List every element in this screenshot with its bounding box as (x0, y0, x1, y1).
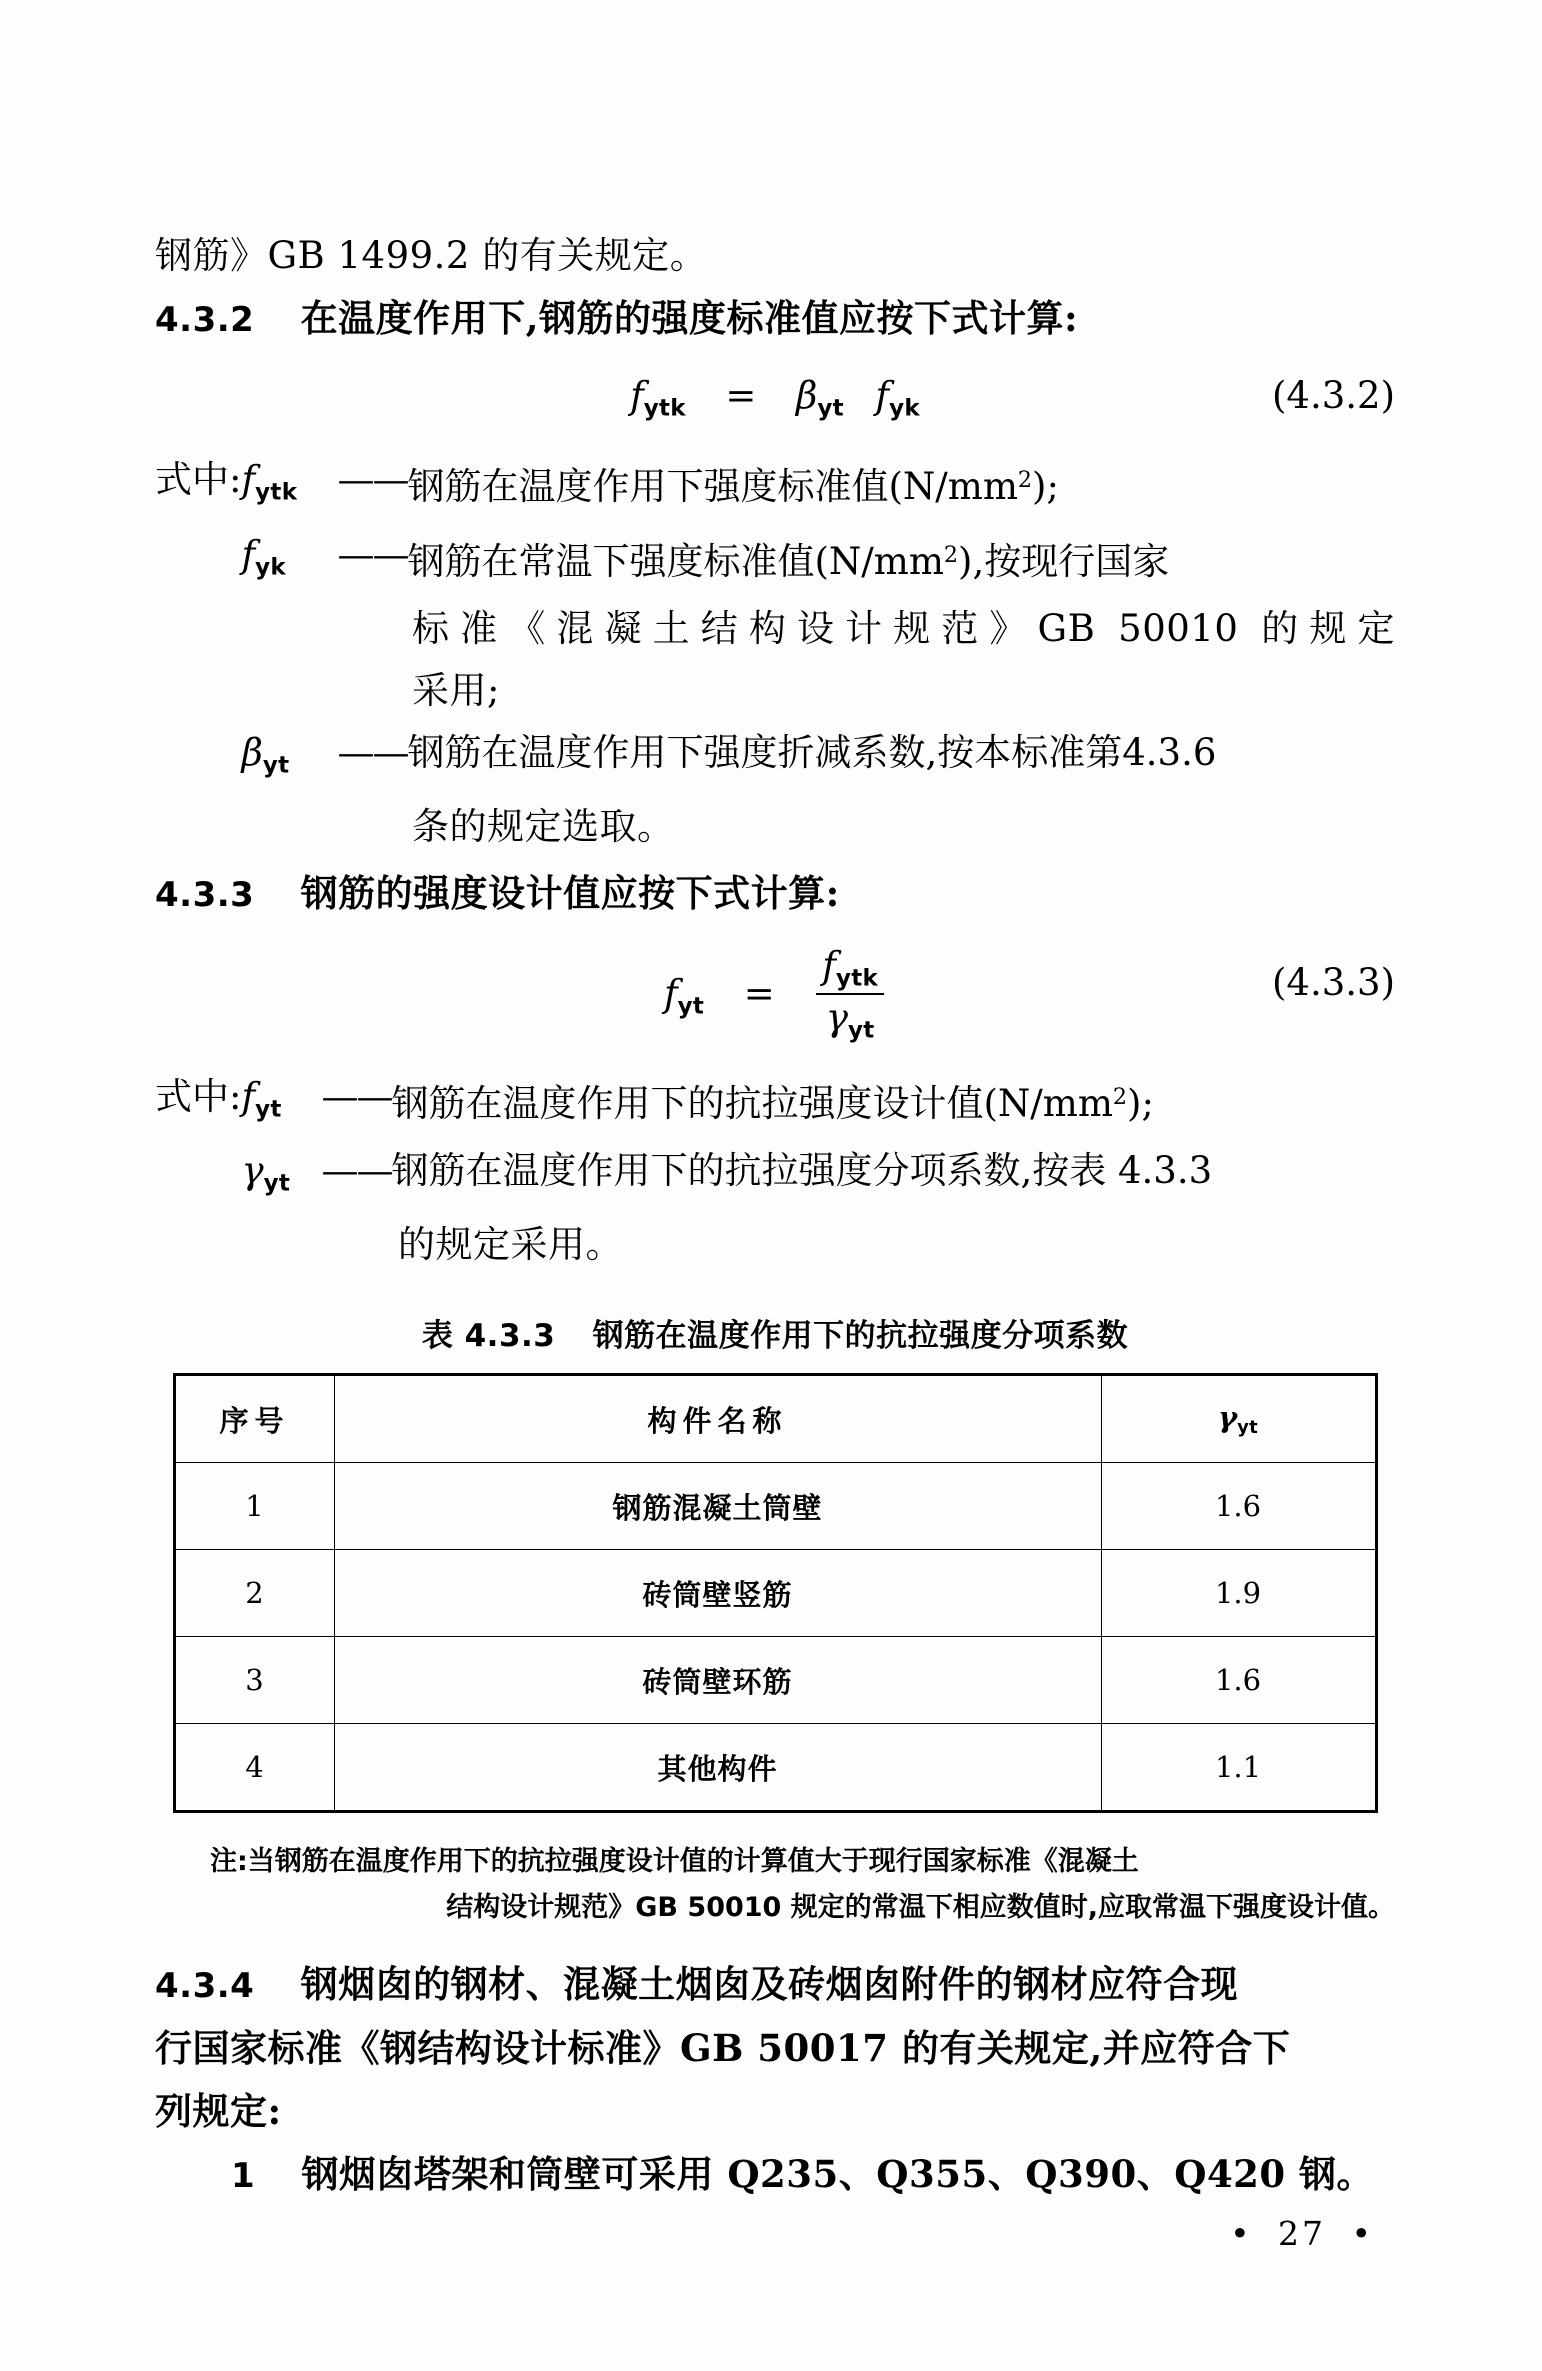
cell-value: 1.6 (1101, 1637, 1376, 1724)
cell-name: 砖筒壁竖筋 (334, 1550, 1101, 1637)
section-text-434-line2-wrap (155, 2017, 1395, 2080)
definition-dash-fytk: —— (337, 458, 408, 502)
cell-no: 1 (174, 1463, 334, 1550)
where-label-433: 式中: (155, 1074, 242, 1118)
footer-bullet-left: • (1230, 2214, 1253, 2253)
section-4-3-2-heading (155, 287, 1395, 351)
cell-value: 1.1 (1101, 1724, 1376, 1812)
cell-value: 1.6 (1101, 1463, 1376, 1550)
cell-name: 其他构件 (334, 1724, 1101, 1812)
section-text-434-line2: 行国家标准《钢结构设计标准》GB 50017 的有关规定,并应符合下 (155, 2026, 1291, 2071)
table-row (174, 1637, 1376, 1724)
equation-432-relation: = (725, 374, 757, 417)
equation-433-relation: = (743, 972, 775, 1016)
definition-text-fyk-line3: 采用; (412, 668, 500, 712)
definition-text-gammayt: 钢筋在温度作用下的抗拉强度分项系数,按表 4.3.3 (391, 1148, 1213, 1192)
page-content (155, 225, 1395, 2207)
definition-row-fyt (155, 1066, 1395, 1140)
header-name: 构件名称 (334, 1375, 1101, 1463)
definition-text-fyk-line2: 标准《混凝土结构设计规范》GB 50010 的规定 (412, 606, 1395, 650)
table-header-row (174, 1375, 1376, 1463)
definition-text-gammayt-line2: 的规定采用。 (398, 1223, 623, 1267)
header-no: 序号 (174, 1375, 334, 1463)
item-text-1: 钢烟囱塔架和筒壁可采用 Q235、Q355、Q390、Q420 钢。 (301, 2152, 1375, 2197)
section-number-432: 4.3.2 (155, 300, 255, 340)
section-number-433: 4.3.3 (155, 875, 255, 916)
equation-433-denominator: $\gamma_{yt}$ (825, 996, 875, 1044)
definition-dash-fyk: —— (337, 532, 408, 576)
equation-433-fraction (816, 946, 884, 1043)
cell-no: 2 (174, 1550, 334, 1637)
section-text-432: 在温度作用下,钢筋的强度标准值应按下式计算: (300, 296, 1079, 340)
definition-row-betayt (155, 722, 1395, 796)
cell-no: 4 (174, 1724, 334, 1812)
definition-dash-betayt: —— (337, 730, 408, 774)
definition-dash-gammayt: —— (321, 1148, 392, 1192)
equation-432-beta: $\beta_{yt}$ (795, 374, 844, 422)
section-text-434-line1: 钢烟囱的钢材、混凝土烟囱及砖烟囱附件的钢材应符合现 (300, 1962, 1239, 2007)
table-caption (155, 1310, 1395, 1355)
equation-433-lhs: $f_{yt}$ (663, 972, 705, 1020)
table-row (174, 1550, 1376, 1637)
cell-name: 砖筒壁环筋 (334, 1637, 1101, 1724)
footer-bullet-right: • (1351, 2214, 1374, 2253)
page-number: 27 (1278, 2214, 1327, 2253)
definition-row-fytk (155, 449, 1395, 523)
definition-symbol-betayt: $\beta_{yt}$ (241, 730, 290, 779)
equation-number-432: (4.3.2) (1271, 374, 1395, 417)
table-head (174, 1375, 1376, 1463)
table-note-line-2: 结构设计规范》GB 50010 规定的常温下相应数值时,应取常温下强度设计值。 (446, 1892, 1395, 1924)
parameter-table (173, 1373, 1378, 1813)
definition-text-betayt-line2: 条的规定选取。 (412, 805, 675, 849)
definition-text-betayt: 钢筋在温度作用下强度折减系数,按本标准第4.3.6 (407, 730, 1217, 774)
section-4-3-4-heading (155, 1953, 1395, 2017)
table-body (174, 1463, 1376, 1812)
table-caption-title: 钢筋在温度作用下的抗拉强度分项系数 (592, 1318, 1129, 1355)
equation-432-lhs: $f_{ytk}$ (630, 374, 686, 422)
definition-symbol-gammayt: $\gamma_{yt}$ (241, 1148, 291, 1197)
header-gamma: $\gamma_{yt}$ (1101, 1375, 1376, 1463)
definition-symbol-fyt: $f_{yt}$ (241, 1074, 282, 1122)
cell-value: 1.9 (1101, 1550, 1376, 1637)
where-label-432: 式中: (155, 458, 242, 502)
definition-text-fyk: 钢筋在常温下强度标准值$(N/mm^2)$,按现行国家 (407, 539, 1170, 583)
equation-433-numerator: $f_{ytk}$ (816, 946, 884, 995)
cell-no: 3 (174, 1637, 334, 1724)
section-434-item-1 (155, 2143, 1395, 2207)
definition-row-gammayt (155, 1140, 1395, 1214)
equation-432-rhs-f: $f_{yk}$ (875, 374, 920, 422)
definition-dash-fyt: —— (321, 1074, 392, 1118)
definition-symbol-fyk: $f_{yk}$ (241, 532, 286, 580)
table-row (174, 1724, 1376, 1812)
section-4-3-3-heading (155, 862, 1395, 926)
paragraph-continuation (155, 225, 1395, 287)
definition-row-fyk (155, 524, 1395, 598)
section-text-434-line3: 列规定: (155, 2089, 282, 2134)
item-marker-1: 1 (231, 2156, 256, 2197)
definition-text-fytk: 钢筋在温度作用下强度标准值$(N/mm^2)$; (407, 465, 1059, 509)
section-text-434-line3-wrap (155, 2080, 1395, 2143)
equation-4-3-3 (155, 944, 1395, 1045)
table-note (155, 1839, 1395, 1931)
page-footer (0, 2214, 1542, 2253)
table-caption-prefix: 表 4.3.3 (421, 1318, 556, 1355)
definition-text-fyt: 钢筋在温度作用下的抗拉强度设计值$(N/mm^2)$; (391, 1081, 1154, 1125)
definition-symbol-fytk: $f_{ytk}$ (241, 458, 298, 506)
equation-4-3-2 (155, 361, 1395, 443)
section-text-433: 钢筋的强度设计值应按下式计算: (300, 871, 840, 916)
equation-number-433: (4.3.3) (1271, 961, 1395, 1005)
continuation-text: 钢筋》GB 1499.2 的有关规定。 (155, 234, 708, 277)
cell-name: 钢筋混凝土筒壁 (334, 1463, 1101, 1550)
section-number-434: 4.3.4 (155, 1966, 255, 2007)
table-row (174, 1463, 1376, 1550)
table-note-line-1: 注:当钢筋在温度作用下的抗拉强度设计值的计算值大于现行国家标准《混凝土 (210, 1846, 1139, 1878)
